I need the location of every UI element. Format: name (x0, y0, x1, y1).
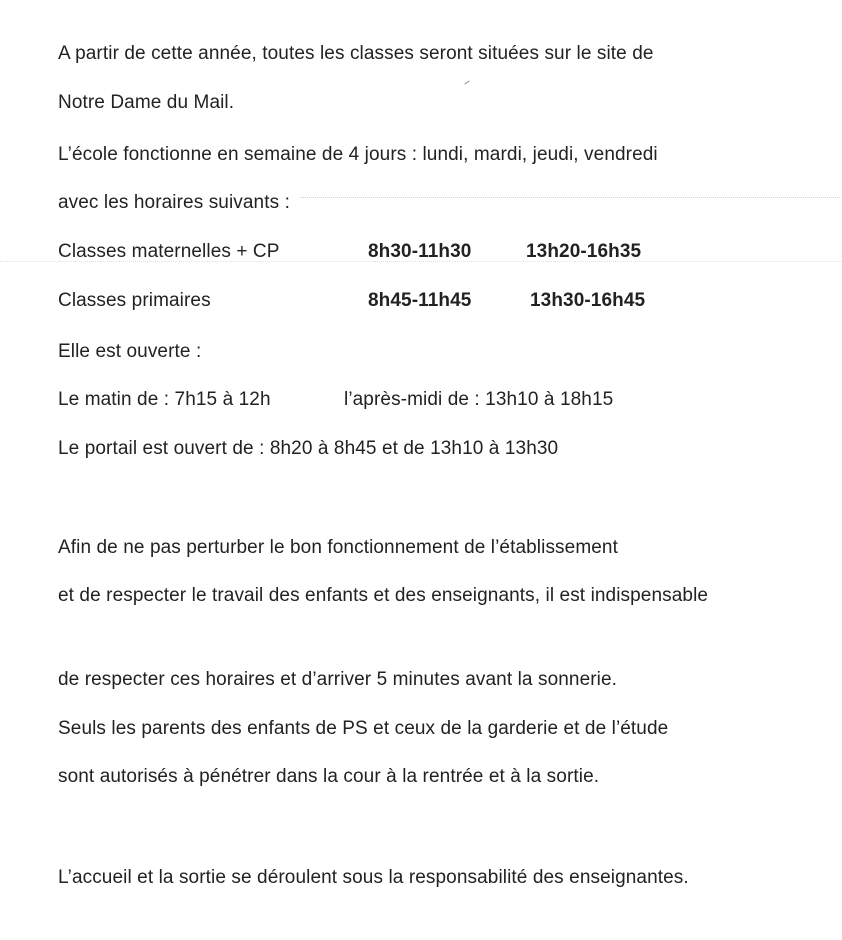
opening-heading: Elle est ouverte : (58, 341, 202, 362)
rules-line-5: sont autorisés à pénétrer dans la cour à la rentrée et à la sortie. (58, 766, 600, 787)
intro-line-1: A partir de cette année, toutes les classes seront situées sur le site de (58, 43, 654, 64)
schedule-afternoon: 13h30-16h45 (530, 290, 646, 311)
opening-morning: Le matin de : 7h15 à 12h (58, 389, 271, 410)
rules-line-2: et de respecter le travail des enfants et des enseignants, il est indispensable (58, 585, 709, 606)
schedule-morning: 8h45-11h45 (368, 290, 472, 311)
schedule-label: Classes primaires (58, 290, 211, 311)
rules-line-4: Seuls les parents des enfants de PS et ceux de la garderie et de l’étude (58, 718, 669, 739)
intro-line-3: L’école fonctionne en semaine de 4 jours : lundi, mardi, jeudi, vendredi (58, 144, 658, 165)
intro-line-2: Notre Dame du Mail. (58, 92, 235, 113)
schedule-afternoon: 13h20-16h35 (526, 241, 642, 262)
schedule-morning: 8h30-11h30 (368, 241, 472, 262)
rules-line-1: Afin de ne pas perturber le bon fonctionnement de l’établissement (58, 537, 618, 558)
gate-hours: Le portail est ouvert de : 8h20 à 8h45 et de 13h10 à 13h30 (58, 438, 559, 459)
closing-line: L’accueil et la sortie se déroulent sous la responsabilité des enseignantes. (58, 867, 689, 888)
opening-afternoon: l’après-midi de : 13h10 à 18h15 (344, 389, 614, 410)
rules-line-3: de respecter ces horaires et d’arriver 5 minutes avant la sonnerie. (58, 669, 618, 690)
scan-speck (464, 80, 469, 84)
schedule-label: Classes maternelles + CP (58, 241, 280, 262)
intro-line-4: avec les horaires suivants : (58, 192, 290, 213)
scan-artifact-line (300, 197, 840, 198)
